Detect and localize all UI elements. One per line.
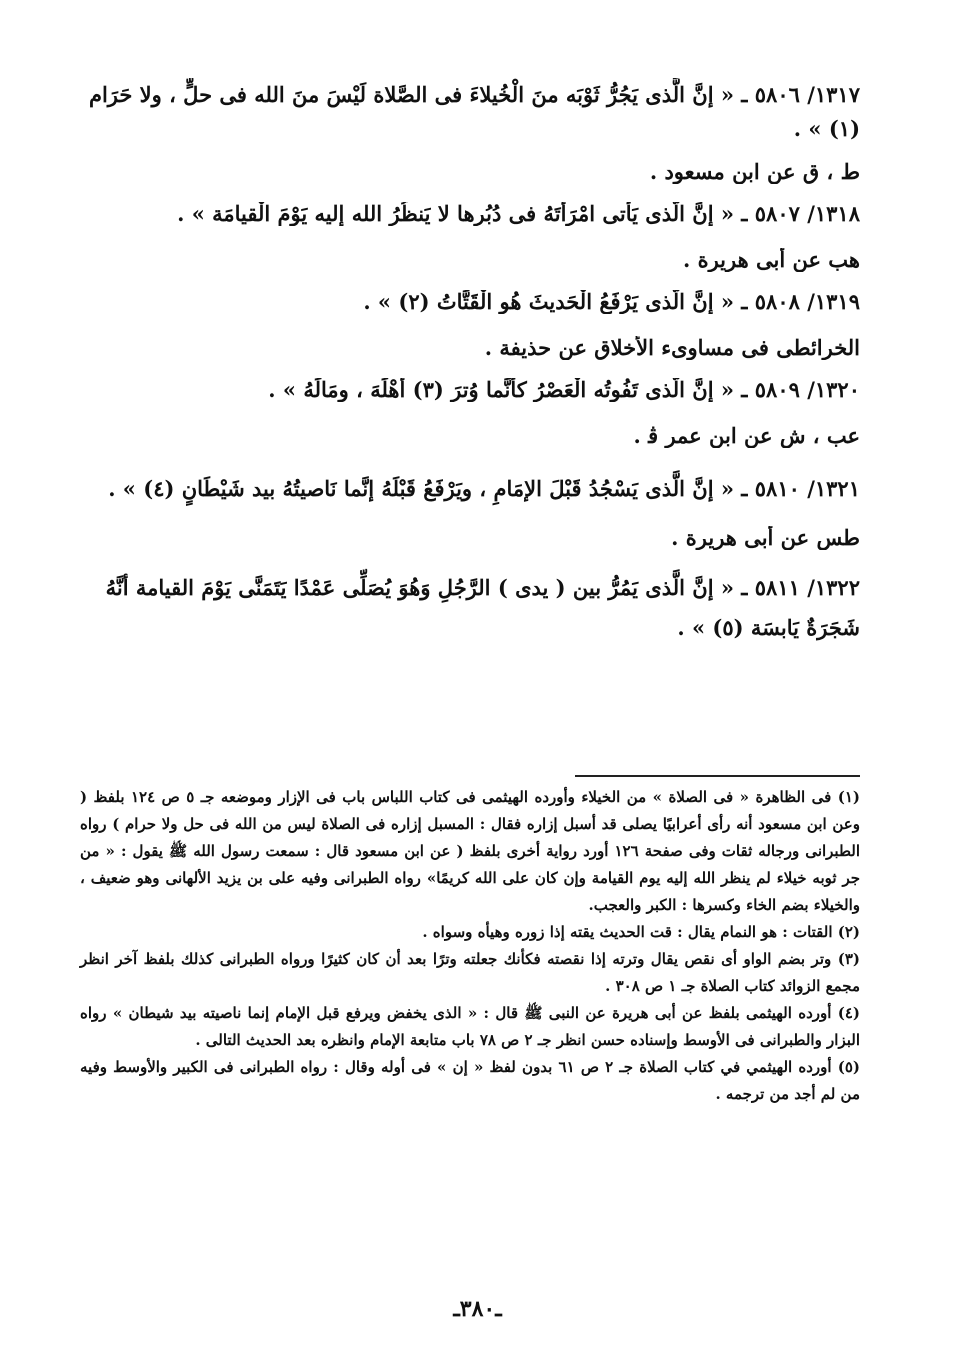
hadith-1322-text: ١٣٢٢/ ٥٨١١ ـ « إنَّ الَّذى يَمُرُّ بين ( يدى ) الرَّجُلِ وَهُوَ يُصَلِّى عَمْدًا يَتَمَنَّى يَوْمَ القيامة أنَّهُ شَجَرَةٌ يَابسَة (٥) » . — [105, 575, 860, 640]
footnote-divider — [575, 775, 860, 777]
hadith-1321-text: ١٣٢١/ ٥٨١٠ ـ « إنَّ الَّذى يَسْجُدُ قَبْلَ الإمَامِ ، ويَرْفَعُ قَبْلَهُ إنَّما نَاصيتُهُ بيد شَيْطَانٍ (٤) » . — [108, 476, 860, 501]
footnote-4: (٤) أورده الهيثمى بلفظ عن أبى هريرة عن النبى ﷺ قال : « الذى يخفض ويرفع قبل الإمام إنما ناصيته بيد شيطان » رواه البزار والطبرانى فى الأوسط وإسناده حسن انظر جـ ٢ ص ٧٨ باب متابعة الإمام وانظره بعد الحديث التالى . — [80, 1004, 860, 1049]
footnotes — [80, 784, 860, 1108]
hadith-1319-text: ١٣١٩/ ٥٨٠٨ ـ « إنَّ الَّذى يَرْفَعُ الْحَديثَ هُو الْقَتَّاتُ (٢) » . — [363, 290, 860, 314]
hadith-1318-source: هب عن أبى هريرة . — [682, 248, 860, 272]
hadith-1320-source: عب ، ش عن ابن عمر ﭬ . — [633, 424, 860, 448]
footnote-3: (٣) وتر بضم الواو أى نقص يقال وترته إذا نقصته فكأنك جعلته وترًا بعد أن كان كثيرًا ورواه الطبرانى كذلك بلفظ آخر انظر مجمع الزوائد كتاب الصلاة جـ ١ ص ٣٠٨ . — [80, 950, 860, 995]
hadith-1317-source: ط ، ق عن ابن مسعود . — [649, 160, 860, 184]
footnote-2: (٢) القتات : هو النمام يقال : قت الحديث يقته إذا زوره وهيأه وسواه . — [422, 923, 860, 941]
hadith-list — [60, 78, 860, 670]
hadith-1320-text: ١٣٢٠/ ٥٨٠٩ ـ « إنَّ الَّذى تَفُوتُه الْعَصْرُ كأنَّما وُترَ (٣) أهْلَهَ ، ومَالَهُ » . — [268, 378, 860, 402]
hadith-1318-text: ١٣١٨/ ٥٨٠٧ ـ « إنَّ الَّذى يَأتى امْرَأتَهُ فى دُبُرِها لا يَنظُرُ الله إليه يَوْمَ الْقيامَة » . — [177, 202, 860, 226]
page-number: ـ٣٨٠ـ — [453, 1296, 502, 1322]
footnote-1: (١) فى الظاهرة « فى الصلاة » من الخيلاء وأورده الهيثمى فى كتاب اللباس باب فى الإزار وموضعه جـ ٥ ص ١٢٤ بلفظ ( وعن ابن مسعود أنه رأى أعرابيًا يصلى قد أسبل إزاره فقال : المسبل إزاره فى الصلاة ليس من الله فى حل ولا حرام ) رواه الطبرانى ورجاله ثقات وفى صفحة ١٢٦ أورد رواية أخرى بلفظ ( عن ابن مسعود قال : سمعت رسول الله ﷺ يقول : « من جر ثوبه خيلاء لم ينظر الله إليه يوم القيامة وإن كان على الله كريمًا» رواه الطبرانى وفيه على بن يزيد الألهانى وهو ضعيف ، والخيلاء بضم الخاء وكسرها : الكبر والعجب. — [80, 788, 861, 914]
hadith-1317-text: ١٣١٧/ ٥٨٠٦ ـ « إنَّ الَّذى يَجُرُّ ثَوْبَه منَ الْخُيلاءَ فى الصَّلاة لَيْسَ منَ الله فى حلٍّ ، ولا حَرَام (١) » . — [88, 82, 860, 141]
hadith-1321-source: طس عن أبى هريرة . — [671, 526, 860, 550]
hadith-1319-source: الخرائطى فى مساوىء الأخلاق عن حذيفة . — [484, 336, 860, 360]
footnote-5: (٥) أورده الهيثمي في كتاب الصلاة جـ ٢ ص ٦١ بدون لفظ « إن » فى أوله وقال : رواه الطبرانى فى الكبير والأوسط وفيه من لم أجد من ترجمه . — [80, 1058, 860, 1103]
